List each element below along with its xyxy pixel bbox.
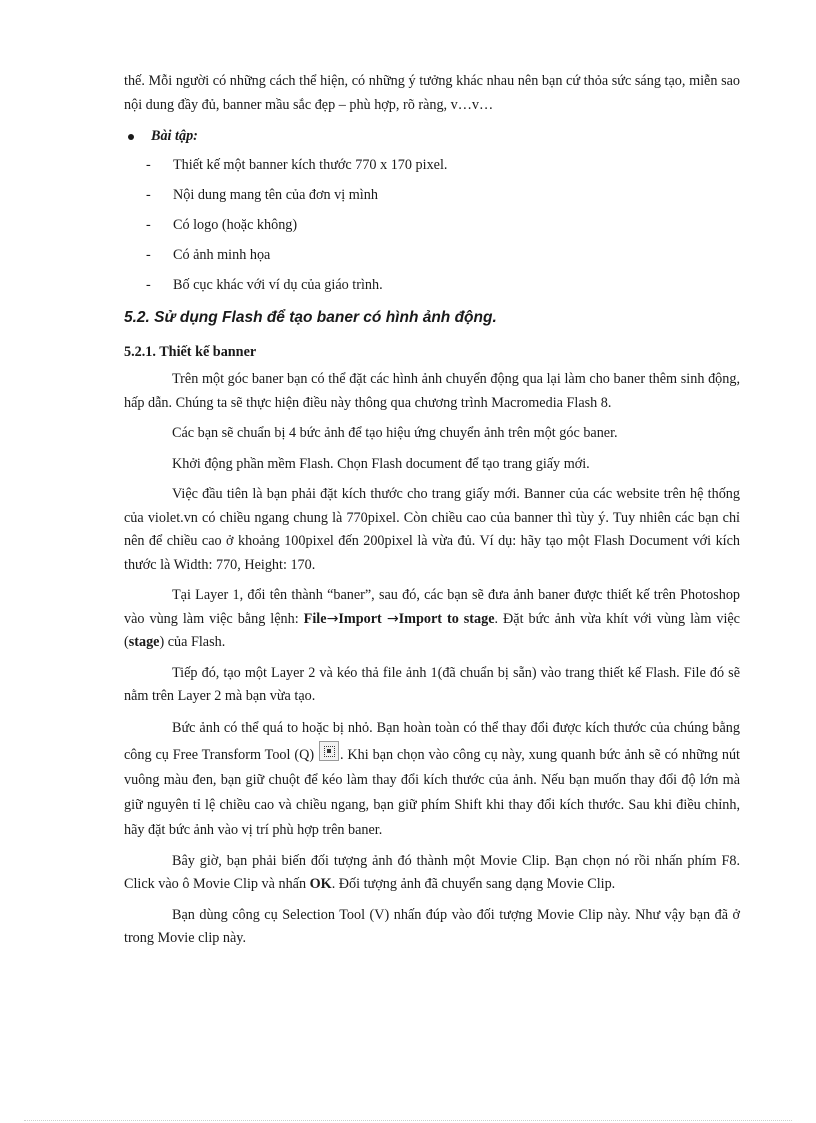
paragraph-free-transform: [124, 716, 740, 843]
arrow-icon: →: [326, 610, 339, 627]
menu-path-file: File: [303, 610, 327, 627]
list-item: [146, 154, 740, 178]
list-item: [146, 214, 740, 238]
list-item: [146, 244, 740, 268]
list-item-text: Thiết kế một banner kích thước 770 x 170 pixel.: [173, 156, 448, 173]
text-run: Tại Layer 1, đổi tên thành “baner”, sau đó, các bạn sẽ đưa ảnh baner được thiết kế trên Photoshop vào vùng làm việc bằng lệnh:: [124, 587, 740, 627]
paragraph-movie-clip: [124, 850, 740, 897]
menu-path-import-to-stage: Import to stage: [398, 610, 495, 627]
list-item-text: Nội dung mang tên của đơn vị mình: [173, 186, 378, 203]
text-run: . Đối tượng ảnh đã chuyển sang dạng Movie Clip.: [331, 876, 616, 892]
paragraph: Các bạn sẽ chuẩn bị 4 bức ảnh để tạo hiệu ứng chuyển ảnh trên một góc baner.: [172, 425, 618, 441]
list-item-text: Bố cục khác với ví dụ của giáo trình.: [173, 276, 383, 293]
page-bottom-divider: [24, 1120, 792, 1121]
exercise-list: [124, 154, 740, 298]
list-item-text: Có ảnh minh họa: [173, 246, 271, 263]
ok-word: OK: [309, 876, 332, 892]
exercise-heading: [124, 125, 740, 149]
text-run: Bức ảnh có thể quá to hoặc bị nhỏ. Bạn hoàn toàn có thể thay đổi được kích thước của chúng bằng công cụ Free Transform Tool (Q): [124, 719, 740, 763]
bullet-icon: [128, 134, 134, 140]
text-run: ) của Flash.: [159, 634, 226, 650]
dash-marker: -: [146, 246, 151, 263]
paragraph: Trên một góc baner bạn có thể đặt các hình ảnh chuyển động qua lại làm cho baner thêm sinh động, hấp dẫn. Chúng ta sẽ thực hiện điều này thông qua chương trình Macromedia Flash 8.: [124, 371, 740, 411]
list-item-text: Có logo (hoặc không): [173, 216, 298, 233]
document-page: [124, 70, 740, 951]
dash-marker: -: [146, 156, 151, 173]
paragraph: Khởi động phần mềm Flash. Chọn Flash document để tạo trang giấy mới.: [172, 455, 590, 472]
text-run: . Khi bạn chọn vào công cụ này, xung quanh bức ảnh sẽ có những nút vuông màu đen, bạn giữ chuột để kéo làm thay đổi kích thước của ảnh. Nếu bạn muốn thay đổi độ lớn mà giữ nguyên tỉ lệ chiều cao và chiều ngang, bạn giữ phím Shift khi thay đổi kích thước. Sau khi điều chỉnh, hãy đặt bức ảnh vào vị trí phù hợp trên baner.: [124, 746, 740, 838]
text-run: Bây giờ, bạn phải biến đối tượng ảnh đó thành một Movie Clip. Bạn chọn nó rồi nhấn phím F8. Click vào ô Movie Clip và nhấn: [124, 852, 740, 892]
subsection-title: 5.2.1. Thiết kế banner: [124, 344, 257, 360]
menu-path-import: Import: [338, 610, 387, 627]
free-transform-tool-icon: [319, 741, 339, 761]
dash-marker: -: [146, 186, 151, 203]
dash-marker: -: [146, 276, 151, 293]
list-item: [146, 274, 740, 298]
paragraph: Việc đầu tiên là bạn phải đặt kích thước cho trang giấy mới. Banner của các website trên hệ thống của violet.vn có chiều ngang chung là 770pixel. Còn chiều cao của banner thì tùy ý. Tuy nhiên các bạn chỉ nên để chiều cao ở khoảng 100pixel đến 200pixel là vừa đủ. Ví dụ: hãy tạo một Flash Document với kích thước là Width: 770, Height: 170.: [124, 486, 740, 573]
dash-marker: -: [146, 216, 151, 233]
paragraph: Tiếp đó, tạo một Layer 2 và kéo thả file ảnh 1(đã chuẩn bị sẵn) vào trang thiết kế Flash. File đó sẽ nằm trên Layer 2 mà bạn vừa tạo.: [124, 664, 740, 704]
intro-paragraph: thế. Mỗi người có những cách thể hiện, có những ý tưởng khác nhau nên bạn cứ thỏa sức sáng tạo, miễn sao nội dung đầy đủ, banner mầu sắc đẹp – phù hợp, rõ ràng, v…v…: [124, 73, 740, 113]
list-item: [146, 184, 740, 208]
exercise-heading-label: Bài tập:: [151, 128, 198, 144]
paragraph-import: [124, 584, 740, 655]
paragraph: Bạn dùng công cụ Selection Tool (V) nhấn đúp vào đối tượng Movie Clip này. Như vậy bạn đã ở trong Movie clip này.: [124, 906, 740, 946]
section-title: 5.2. Sử dụng Flash để tạo baner có hình ảnh động.: [124, 309, 497, 326]
arrow-icon: →: [386, 610, 399, 627]
stage-word: stage: [128, 634, 160, 650]
text-run: . Đặt bức ảnh vừa khít với vùng làm việc (: [124, 610, 740, 650]
